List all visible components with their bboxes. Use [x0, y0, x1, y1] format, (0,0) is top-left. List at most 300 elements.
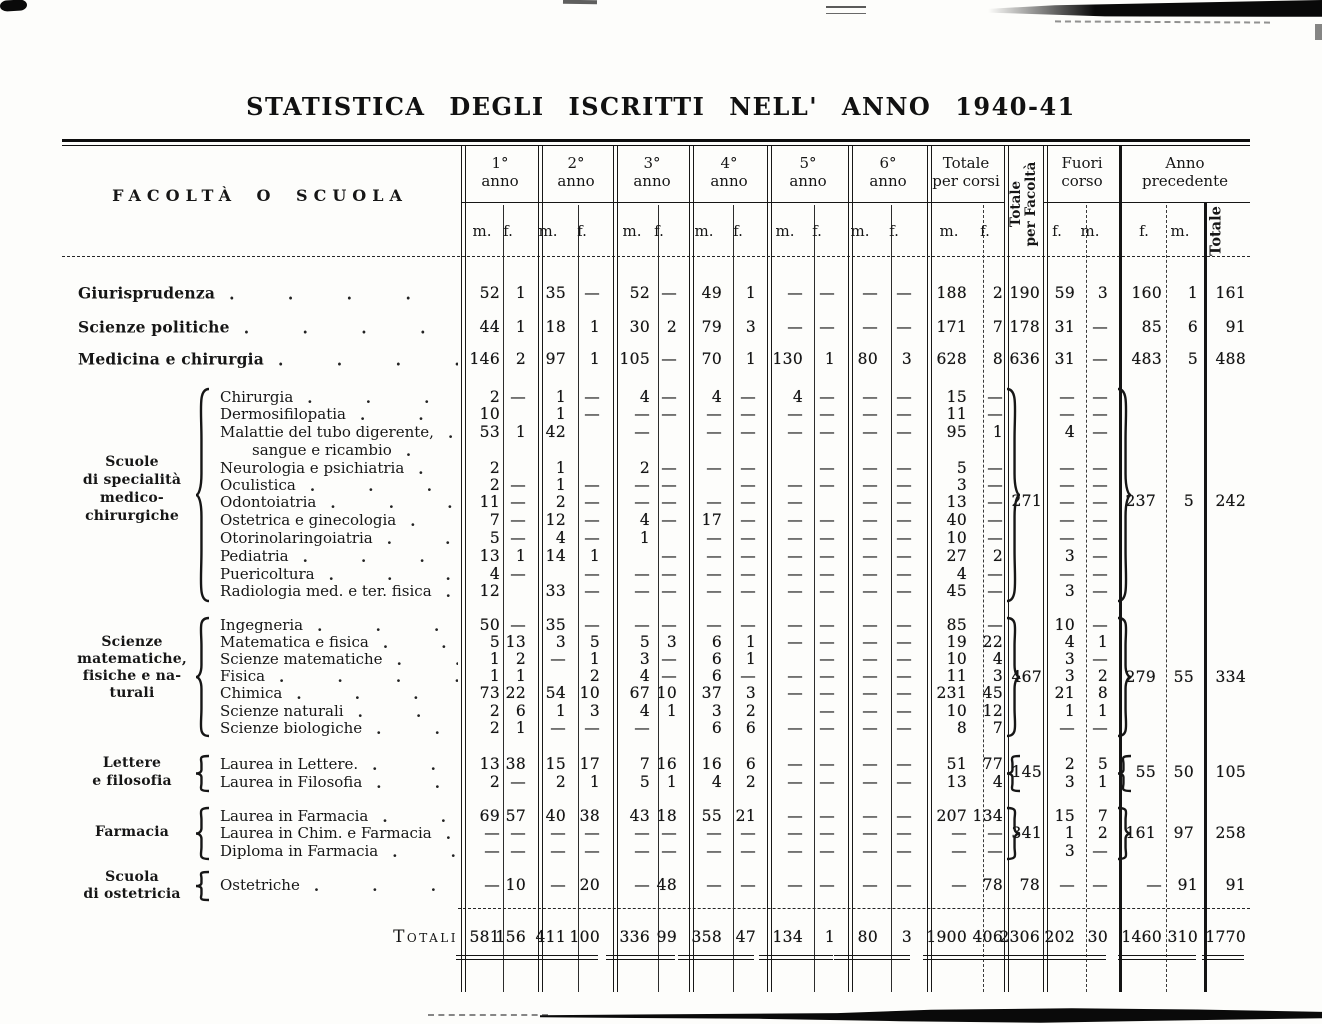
table-cell: —: [661, 616, 677, 634]
table-cell: —: [819, 423, 835, 441]
table-cell: —: [661, 284, 677, 302]
table-cell: 48: [656, 876, 677, 894]
table-cell: 15: [545, 755, 566, 773]
table-cell: —: [634, 405, 650, 423]
column-header-totale-verticale: Totale: [1207, 206, 1225, 256]
table-cell: 1: [992, 423, 1003, 441]
table-cell: 40: [946, 511, 967, 529]
table-cell: —: [862, 633, 878, 651]
table-cell: 80: [857, 350, 878, 368]
table-cell: 52: [629, 284, 650, 302]
table-cell: 4: [555, 529, 566, 547]
table-cell: 91: [1225, 318, 1246, 336]
scan-artifact-top-right-streak: [988, 0, 1322, 21]
group-label: di specialità: [82, 472, 182, 488]
table-cell: —: [819, 547, 835, 565]
row-label: Malattie del tubo digerente, .: [220, 423, 458, 441]
table-cell: —: [819, 616, 835, 634]
table-cell: —: [634, 824, 650, 842]
table-cell: 3: [992, 667, 1003, 685]
table-cell: 3: [555, 633, 566, 651]
table-cell: 3: [745, 318, 756, 336]
row-label: Giurisprudenza .: [78, 284, 458, 303]
row-label: Puericoltura .: [220, 565, 458, 583]
table-cell: —: [706, 423, 722, 441]
scan-artifact-top-mark2: [826, 6, 866, 14]
table-cell: 6: [711, 633, 722, 651]
table-cell: 2: [992, 547, 1003, 565]
table-cell: 12: [982, 702, 1003, 720]
totals-underline: [868, 955, 910, 960]
table-cell: —: [787, 667, 803, 685]
table-cell: —: [584, 511, 600, 529]
table-cell: —: [1092, 388, 1108, 406]
table-cell: 130: [772, 350, 803, 368]
table-cell: —: [862, 423, 878, 441]
table-cell: 85: [1141, 318, 1162, 336]
table-cell: 13: [505, 633, 526, 651]
table-cell: —: [987, 616, 1003, 634]
table-cell: 483: [1131, 350, 1162, 368]
table-cell: —: [896, 476, 912, 494]
table-cell: —: [740, 842, 756, 860]
table-cell: 1: [489, 650, 500, 668]
scan-artifact-right-edge: [1315, 24, 1322, 40]
table-cell: 7: [992, 719, 1003, 737]
table-cell: 3: [711, 702, 722, 720]
table-cell: 1: [1064, 702, 1075, 720]
table-cell: —: [584, 284, 600, 302]
table-cell: —: [862, 547, 878, 565]
group-totale: 258: [1215, 824, 1246, 842]
leader-dots: [289, 548, 458, 564]
table-cell: —: [1092, 719, 1108, 737]
column-header-anno: 5° anno: [789, 154, 827, 190]
row-label: Neurologia e psichiatria .: [220, 459, 458, 477]
table-cell: —: [819, 582, 835, 600]
scan-artifact-top-mark1: [563, 0, 597, 4]
table-cell: 43: [629, 807, 650, 825]
totals-cell: 581: [469, 928, 500, 946]
table-cell: 5: [489, 529, 500, 547]
table-cell: —: [584, 388, 600, 406]
table-cell: —: [987, 388, 1003, 406]
table-cell: 188: [936, 284, 967, 302]
table-cell: 59: [1054, 284, 1075, 302]
table-cell: 1: [1097, 702, 1108, 720]
column-header-male: m.: [850, 222, 870, 240]
table-cell: 51: [946, 755, 967, 773]
table-cell: —: [740, 547, 756, 565]
table-cell: —: [1092, 459, 1108, 477]
leader-dots: [293, 389, 458, 405]
table-cell: —: [787, 824, 803, 842]
table-cell: —: [740, 493, 756, 511]
table-cell: —: [484, 876, 500, 894]
table-cell: 85: [946, 616, 967, 634]
table-cell: —: [510, 529, 526, 547]
table-cell: —: [584, 719, 600, 737]
column-header-male: m.: [1080, 222, 1100, 240]
table-cell: 146: [469, 350, 500, 368]
table-cell: 2: [666, 318, 677, 336]
totals-cell: 156: [495, 928, 526, 946]
table-cell: —: [787, 755, 803, 773]
row-label: Ostetrica e ginecologia .: [220, 511, 458, 529]
row-label: Scienze naturali .: [220, 702, 458, 720]
table-cell: —: [787, 511, 803, 529]
table-cell: 1: [589, 650, 600, 668]
table-cell: 1: [555, 459, 566, 477]
column-header-female: f.: [889, 222, 899, 240]
totals-cell: 100: [569, 928, 600, 946]
table-cell: —: [706, 824, 722, 842]
table-cell: —: [862, 405, 878, 423]
table-cell: 2: [992, 284, 1003, 302]
table-cell: —: [661, 459, 677, 477]
table-cell: —: [584, 842, 600, 860]
table-cell: —: [510, 493, 526, 511]
row-label: Otorinolaringoiatria .: [220, 529, 458, 547]
column-header-anno: 3° anno: [633, 154, 671, 190]
table-cell: 79: [701, 318, 722, 336]
table-cell: —: [1059, 719, 1075, 737]
totals-underline: [1064, 955, 1106, 960]
table-cell: —: [862, 755, 878, 773]
table-cell: 30: [629, 318, 650, 336]
column-header-male: m.: [694, 222, 714, 240]
totals-underline: [482, 955, 524, 960]
table-cell: 3: [1064, 667, 1075, 685]
column-header-anno: 4° anno: [710, 154, 748, 190]
table-cell: —: [1092, 423, 1108, 441]
table-cell: 2: [489, 459, 500, 477]
table-cell: —: [584, 824, 600, 842]
table-cell: —: [550, 842, 566, 860]
totals-cell: 47: [735, 928, 756, 946]
table-cell: 4: [489, 565, 500, 583]
table-cell: —: [1059, 388, 1075, 406]
table-top-rule: [62, 139, 1250, 146]
column-header-anno: 2° anno: [557, 154, 595, 190]
table-cell: 35: [545, 284, 566, 302]
table-cell: —: [740, 511, 756, 529]
table-cell: 10: [1054, 616, 1075, 634]
table-cell: 52: [479, 284, 500, 302]
table-cell: 4: [639, 388, 650, 406]
table-cell: 78: [982, 876, 1003, 894]
leader-dots: [303, 617, 458, 633]
table-cell: 7: [992, 318, 1003, 336]
table-cell: —: [1059, 459, 1075, 477]
table-cell: —: [661, 582, 677, 600]
table-cell: 6: [711, 667, 722, 685]
table-cell: —: [819, 511, 835, 529]
table-cell: —: [987, 824, 1003, 842]
scan-artifact-top-left: [0, 0, 27, 12]
table-cell: 97: [545, 350, 566, 368]
table-cell: —: [987, 511, 1003, 529]
table-cell: —: [896, 493, 912, 511]
table-cell: —: [819, 773, 835, 791]
group-totale: 105: [1215, 763, 1246, 781]
table-cell: —: [862, 529, 878, 547]
row-label: Medicina e chirurgia .: [78, 350, 458, 369]
table-cell: —: [787, 318, 803, 336]
table-cell: 1: [589, 318, 600, 336]
table-cell: 8: [1097, 684, 1108, 702]
column-header-male: m.: [939, 222, 959, 240]
table-cell: —: [706, 529, 722, 547]
scan-artifact-bottom-lead: [428, 1014, 548, 1016]
table-cell: 3: [639, 650, 650, 668]
table-cell: 4: [711, 773, 722, 791]
totals-cell: 202: [1044, 928, 1075, 946]
table-cell: —: [634, 582, 650, 600]
table-cell: 4: [1064, 633, 1075, 651]
table-cell: —: [862, 459, 878, 477]
table-cell: —: [896, 773, 912, 791]
table-cell: —: [550, 824, 566, 842]
header-bottom-rule: [62, 256, 1250, 257]
table-cell: —: [862, 318, 878, 336]
table-cell: —: [634, 616, 650, 634]
table-cell: —: [706, 405, 722, 423]
table-cell: —: [661, 511, 677, 529]
table-cell: —: [951, 824, 967, 842]
table-cell: —: [661, 405, 677, 423]
totals-underline: [959, 955, 1001, 960]
table-cell: —: [862, 773, 878, 791]
table-cell: —: [896, 405, 912, 423]
table-cell: —: [510, 476, 526, 494]
row-label: Chirurgia .: [220, 388, 458, 406]
table-cell: —: [787, 807, 803, 825]
table-cell: 1: [666, 702, 677, 720]
table-cell: 3: [1064, 842, 1075, 860]
table-cell: 1: [745, 650, 756, 668]
table-cell: 13: [946, 493, 967, 511]
row-label: Scienze politiche .: [78, 318, 458, 337]
table-cell: —: [584, 565, 600, 583]
row-label: Laurea in Chim. e Farmacia .: [220, 824, 458, 842]
totals-label: Totali: [393, 927, 458, 947]
group-anno-precedente-f: 97: [1173, 824, 1194, 842]
table-cell: 13: [946, 773, 967, 791]
totals-underline: [633, 955, 675, 960]
table-cell: 7: [489, 511, 500, 529]
table-cell: 4: [639, 511, 650, 529]
table-cell: —: [740, 459, 756, 477]
column-header-female: f.: [1052, 222, 1062, 240]
table-cell: 1: [515, 667, 526, 685]
totals-cell: 406: [972, 928, 1003, 946]
table-cell: —: [896, 633, 912, 651]
column-header-male: m.: [472, 222, 492, 240]
totals-cell: 99: [656, 928, 677, 946]
totals-cell: 1460: [1121, 928, 1162, 946]
column-header-female: f.: [503, 222, 513, 240]
table-cell: 5: [1097, 755, 1108, 773]
table-cell: 207: [936, 807, 967, 825]
table-cell: 13: [479, 755, 500, 773]
table-cell: 17: [579, 755, 600, 773]
table-cell: —: [1092, 350, 1108, 368]
table-cell: 11: [946, 405, 967, 423]
table-cell: 6: [711, 719, 722, 737]
table-cell: —: [706, 582, 722, 600]
totals-cell: 1900: [926, 928, 967, 946]
table-cell: —: [1092, 876, 1108, 894]
table-cell: 1: [589, 350, 600, 368]
table-cell: 13: [479, 547, 500, 565]
table-cell: —: [819, 702, 835, 720]
table-cell: 3: [666, 633, 677, 651]
column-header-totale-per-corsi: Totale per corsi: [932, 154, 1000, 190]
table-cell: —: [1092, 405, 1108, 423]
table-cell: 1: [515, 719, 526, 737]
table-cell: 10: [656, 684, 677, 702]
table-cell: —: [787, 582, 803, 600]
group-anno-precedente-m: 55: [1135, 763, 1156, 781]
row-label-line2: sangue e ricambio .: [252, 441, 458, 459]
group-label: Scuole: [105, 454, 159, 470]
table-cell: 2: [555, 773, 566, 791]
table-cell: 1: [515, 547, 526, 565]
table-cell: 10: [505, 876, 526, 894]
leader-dots: [296, 477, 458, 493]
table-cell: —: [1092, 547, 1108, 565]
table-cell: 2: [1097, 667, 1108, 685]
table-cell: 11: [946, 667, 967, 685]
table-cell: 91: [1225, 876, 1246, 894]
table-cell: 2: [489, 702, 500, 720]
table-cell: —: [634, 423, 650, 441]
leader-dots: [282, 685, 458, 701]
table-cell: —: [740, 876, 756, 894]
column-header-facolta: FACOLTÀ O SCUOLA: [112, 186, 408, 205]
table-cell: 1: [1187, 284, 1198, 302]
table-cell: 17: [701, 511, 722, 529]
column-header-female: f.: [577, 222, 587, 240]
table-cell: 77: [982, 755, 1003, 773]
group-label: e filosofia: [92, 773, 172, 789]
table-cell: —: [787, 493, 803, 511]
table-cell: —: [896, 616, 912, 634]
row-label: Scienze matematiche .: [220, 650, 458, 668]
table-cell: 16: [701, 755, 722, 773]
table-cell: 2: [589, 667, 600, 685]
table-cell: —: [706, 459, 722, 477]
table-cell: 31: [1054, 318, 1075, 336]
leader-dots: [264, 351, 458, 367]
table-cell: 15: [946, 388, 967, 406]
table-cell: —: [819, 633, 835, 651]
table-cell: —: [661, 824, 677, 842]
table-cell: —: [862, 476, 878, 494]
table-cell: —: [819, 824, 835, 842]
table-cell: —: [862, 876, 878, 894]
scan-artifact-top-right-dashes: [1055, 20, 1270, 23]
group-anno-precedente-f: 5: [1183, 492, 1194, 510]
table-cell: —: [819, 807, 835, 825]
group-brace: [196, 807, 209, 860]
leader-dots: [265, 668, 458, 684]
table-cell: —: [819, 476, 835, 494]
table-cell: 31: [1054, 350, 1075, 368]
row-label: Ostetriche .: [220, 876, 458, 894]
table-cell: —: [634, 565, 650, 583]
table-cell: —: [1059, 511, 1075, 529]
table-cell: 8: [992, 350, 1003, 368]
totals-underline: [556, 955, 598, 960]
row-label: Pediatria .: [220, 547, 458, 565]
table-cell: 2: [1064, 755, 1075, 773]
table-cell: —: [740, 667, 756, 685]
table-cell: 42: [545, 423, 566, 441]
table-cell: —: [1059, 405, 1075, 423]
table-cell: 2: [489, 719, 500, 737]
leader-dots: [300, 877, 458, 893]
table-cell: —: [740, 565, 756, 583]
header-underline: [1044, 202, 1250, 203]
table-cell: 5: [489, 633, 500, 651]
column-header-anno: 6° anno: [869, 154, 907, 190]
row-label: Laurea in Filosofia .: [220, 773, 458, 791]
table-cell: 14: [545, 547, 566, 565]
table-cell: —: [896, 650, 912, 668]
table-cell: 57: [505, 807, 526, 825]
table-cell: 50: [479, 616, 500, 634]
table-cell: —: [819, 684, 835, 702]
row-label: Scienze biologiche .: [220, 719, 458, 737]
table-cell: 178: [1009, 318, 1040, 336]
table-cell: —: [706, 876, 722, 894]
table-cell: 636: [1009, 350, 1040, 368]
table-cell: —: [987, 529, 1003, 547]
table-cell: —: [787, 633, 803, 651]
table-cell: 22: [505, 684, 526, 702]
table-cell: —: [510, 511, 526, 529]
table-cell: 33: [545, 582, 566, 600]
column-header-female: f.: [980, 222, 990, 240]
table-cell: —: [661, 565, 677, 583]
column-header-female: f.: [733, 222, 743, 240]
table-cell: 1: [515, 318, 526, 336]
table-cell: —: [661, 350, 677, 368]
table-cell: —: [951, 876, 967, 894]
table-cell: 1: [515, 423, 526, 441]
leader-dots: [316, 494, 458, 510]
table-cell: —: [1092, 476, 1108, 494]
table-cell: —: [510, 388, 526, 406]
table-cell: —: [896, 824, 912, 842]
table-cell: —: [661, 650, 677, 668]
table-cell: —: [1059, 529, 1075, 547]
table-cell: —: [740, 423, 756, 441]
table-cell: —: [1059, 476, 1075, 494]
table-cell: —: [740, 582, 756, 600]
table-cell: —: [787, 284, 803, 302]
table-cell: —: [740, 405, 756, 423]
group-brace: [196, 871, 209, 901]
totals-cell: 358: [691, 928, 722, 946]
table-cell: —: [1059, 876, 1075, 894]
table-cell: —: [896, 702, 912, 720]
table-cell: 1: [745, 350, 756, 368]
pre-totals-rule: [458, 908, 1250, 909]
table-cell: 73: [479, 684, 500, 702]
